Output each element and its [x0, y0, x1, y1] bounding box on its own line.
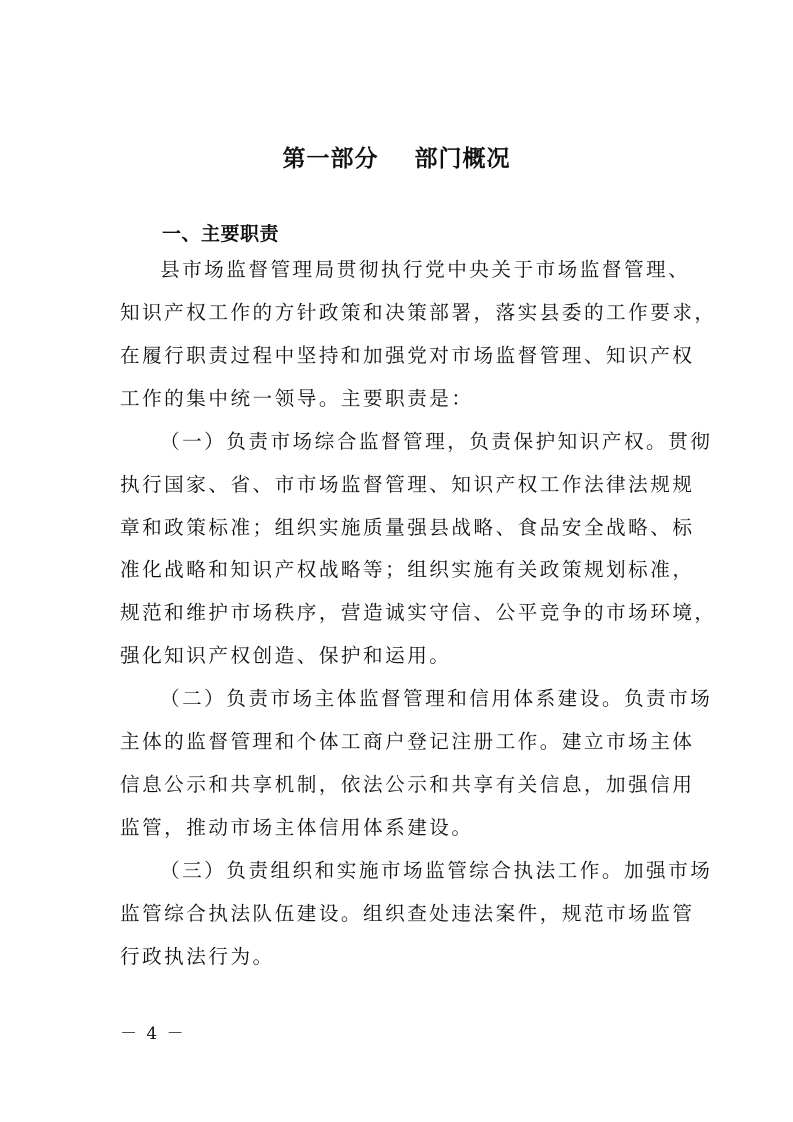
paragraph-line: 知识产权工作的方针政策和决策部署，落实县委的工作要求，: [120, 301, 717, 324]
paragraph-line: （三）负责组织和实施市场监管综合执法工作。加强市场: [160, 859, 713, 882]
paragraph-line: 在履行职责过程中坚持和加强党对市场监督管理、知识产权: [120, 344, 695, 367]
paragraph-line: 工作的集中统一领导。主要职责是：: [120, 387, 474, 410]
page-title: 第一部分 部门概况: [282, 146, 511, 172]
paragraph-line: 主体的监督管理和个体工商户登记注册工作。建立市场主体: [120, 730, 695, 753]
paragraph-line: （一）负责市场综合监督管理，负责保护知识产权。贯彻: [160, 430, 713, 453]
page-number: － 4 －: [120, 1024, 186, 1044]
section-heading: 一、主要职责: [162, 223, 280, 245]
paragraph-line: 行政执法行为。: [120, 945, 275, 968]
paragraph-line: 监管综合执法队伍建设。组织查处违法案件，规范市场监管: [120, 902, 695, 925]
paragraph-line: 强化知识产权创造、保护和运用。: [120, 644, 452, 667]
paragraph-line: 监管，推动市场主体信用体系建设。: [120, 816, 474, 839]
paragraph-line: 信息公示和共享机制，依法公示和共享有关信息，加强信用: [120, 773, 695, 796]
paragraph-line: 准化战略和知识产权战略等；组织实施有关政策规划标准，: [120, 558, 695, 581]
paragraph-line: （二）负责市场主体监督管理和信用体系建设。负责市场: [160, 687, 713, 710]
paragraph-line: 章和政策标准；组织实施质量强县战略、食品安全战略、标: [120, 516, 695, 539]
paragraph-line: 执行国家、省、市市场监督管理、知识产权工作法律法规规: [120, 473, 695, 496]
paragraph-line: 规范和维护市场秩序，营造诚实守信、公平竞争的市场环境，: [120, 601, 717, 624]
paragraph-line: 县市场监督管理局贯彻执行党中央关于市场监督管理、: [160, 258, 691, 281]
